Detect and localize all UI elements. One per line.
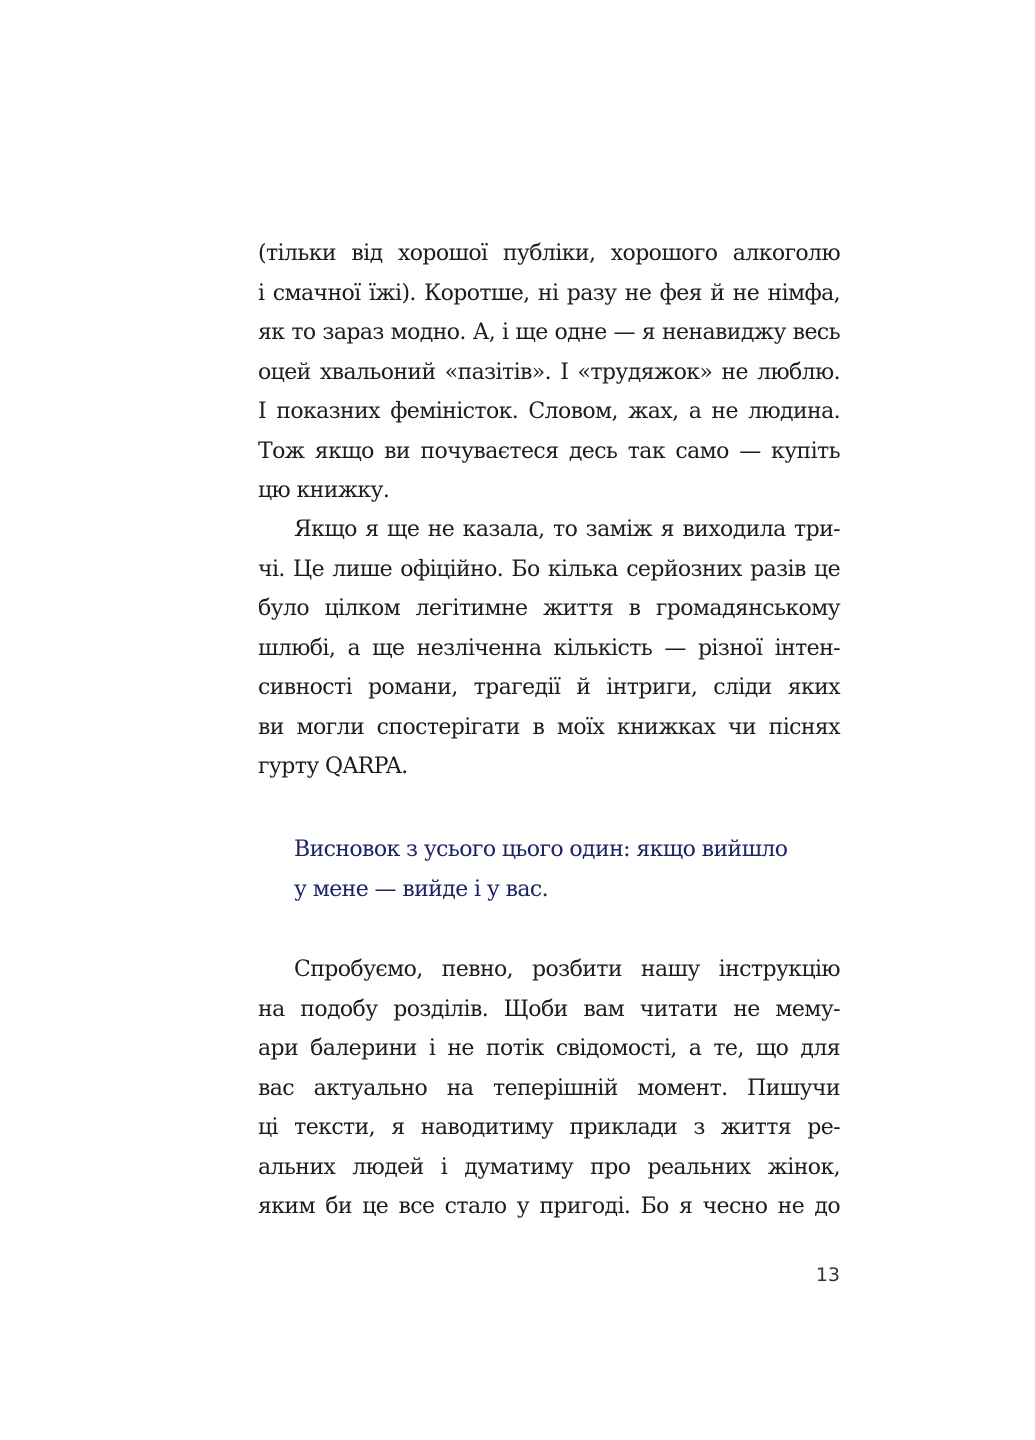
text-line: шлюбі, а ще незліченна кількість — різної інтен- <box>258 635 840 661</box>
quote-line: Висновок з усього цього один: якщо вийшло <box>294 837 788 862</box>
text-line: як то зараз модно. А, і ще одне — я ненавиджу весь <box>258 320 840 345</box>
text-line: оцей хвальоний «пазітів». І «трудяжок» не люблю. <box>258 359 840 385</box>
text-line: і смачної їжі). Коротше, ні разу не фея й не німфа, <box>258 280 840 306</box>
page-number: 13 <box>815 1264 840 1286</box>
text-line: вас актуально на теперішній момент. Пишучи <box>258 1075 840 1101</box>
text-line: Спробуємо, певно, розбити нашу інструкцію <box>294 957 840 982</box>
quote-line: у мене — вийде і у вас. <box>294 876 548 902</box>
text-line: альних людей і думатиму про реальних жінок, <box>258 1154 840 1180</box>
text-line: Тож якщо ви почуваєтеся десь так само — купіть <box>258 438 840 464</box>
text-line: на подобу розділів. Щоби вам читати не мему- <box>258 996 840 1022</box>
text-line: ари балерини і не потік свідомості, а те, що для <box>258 1036 840 1061</box>
text-line: (тільки від хорошої публіки, хорошого алкоголю <box>258 241 840 266</box>
text-line: сивності романи, трагедії й інтриги, сліди яких <box>258 675 840 700</box>
text-line: гурту QARPA. <box>258 754 408 779</box>
text-line: ви могли спостерігати в моїх книжках чи піснях <box>258 714 840 740</box>
text-line: було цілком легітимне життя в громадянському <box>258 596 840 621</box>
text-line: чі. Це лише офіційно. Бо кілька серйозних разів це <box>258 556 840 582</box>
text-line: ці тексти, я наводитиму приклади з життя ре- <box>258 1115 840 1140</box>
text-line: Якщо я ще не казала, то заміж я виходила три- <box>294 517 840 542</box>
text-line: І показних феміністок. Словом, жах, а не людина. <box>258 399 840 424</box>
text-line: цю книжку. <box>258 478 390 503</box>
text-line: яким би це все стало у пригоді. Бо я чесно не до <box>258 1194 840 1219</box>
